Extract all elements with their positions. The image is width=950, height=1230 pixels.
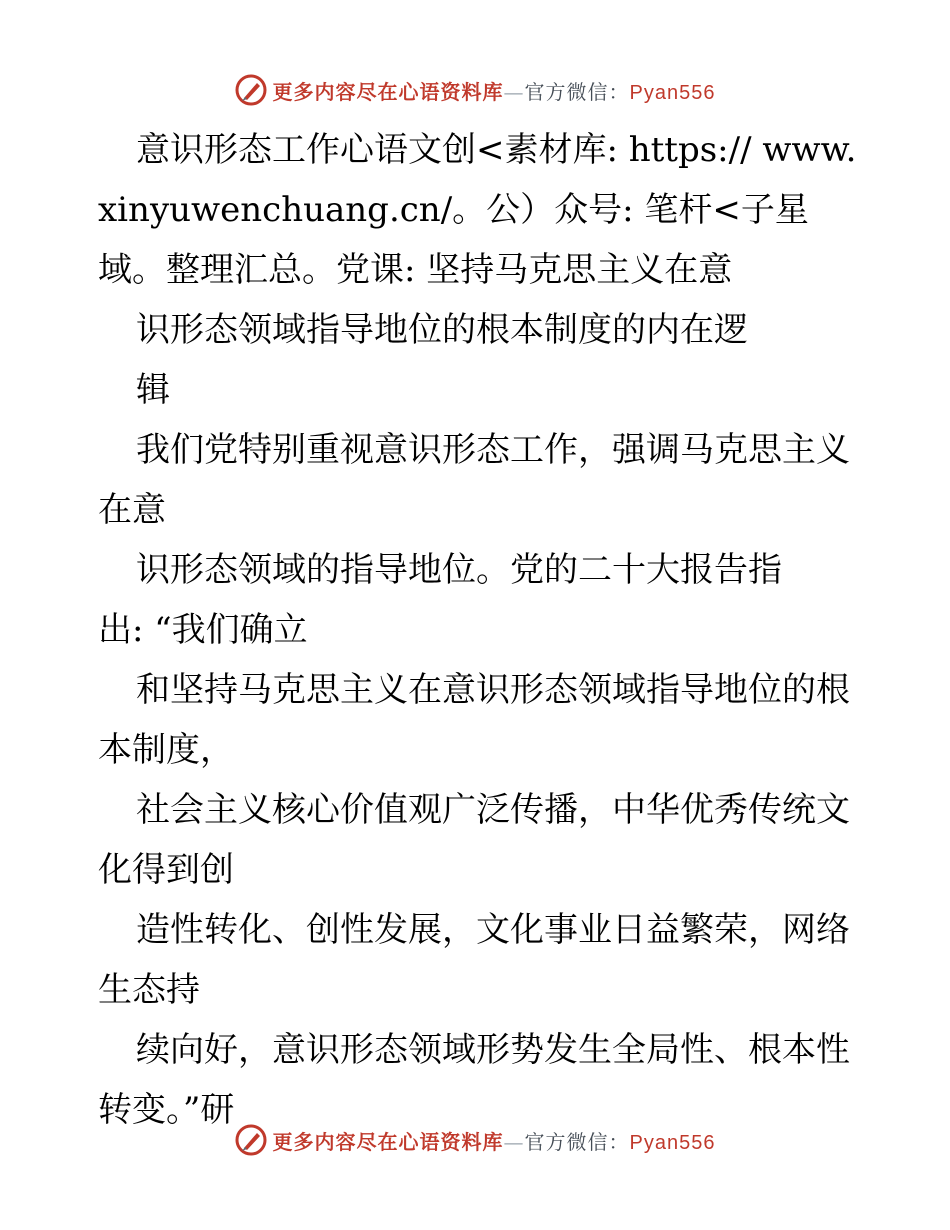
banner-text [273,76,716,105]
paragraph: 识形态领域指导地位的根本制度的内在逻 [136,310,748,350]
paragraph: 辑 [136,370,170,410]
banner-wechat-handle: Pyan556 [629,81,716,104]
document-body [98,120,858,1140]
banner-prefix: 更多内容尽在心语资料库 [272,1129,504,1154]
quill-pen-logo-icon [235,1124,267,1156]
paragraph: 识形态领域的指导地位。党的二十大报告指 [136,550,782,590]
header-banner [0,70,950,110]
paragraph: 意识形态工作心语文创<素材库: https:// www.xinyuwenchuang.cn/。公）众号: 笔杆<子星域。整理汇总。党课: 坚持马克思主义在意 [98,130,857,290]
banner-dash: — [503,1129,525,1154]
paragraph: 续向好，意识形态领域形势发生全局性、根本性转变。”研 [98,1030,850,1130]
footer-banner [0,1120,950,1160]
paragraph: 造性转化、创性发展，文化事业日益繁荣，网络生态持 [98,910,850,1010]
banner-contact-label: 官方微信： [524,79,630,104]
paragraph: 出: “我们确立 [98,610,308,650]
paragraph: 我们党特别重视意识形态工作，强调马克思主义在意 [98,430,850,530]
banner-contact-label: 官方微信： [524,1129,630,1154]
banner-prefix: 更多内容尽在心语资料库 [272,79,504,104]
paragraph: 社会主义核心价值观广泛传播，中华优秀传统文化得到创 [98,790,850,890]
banner-text [273,1126,716,1155]
banner-dash: — [503,79,525,104]
banner-wechat-handle: Pyan556 [629,1131,716,1154]
paragraph: 和坚持马克思主义在意识形态领域指导地位的根本制度， [98,670,850,770]
quill-pen-logo-icon [235,74,267,106]
